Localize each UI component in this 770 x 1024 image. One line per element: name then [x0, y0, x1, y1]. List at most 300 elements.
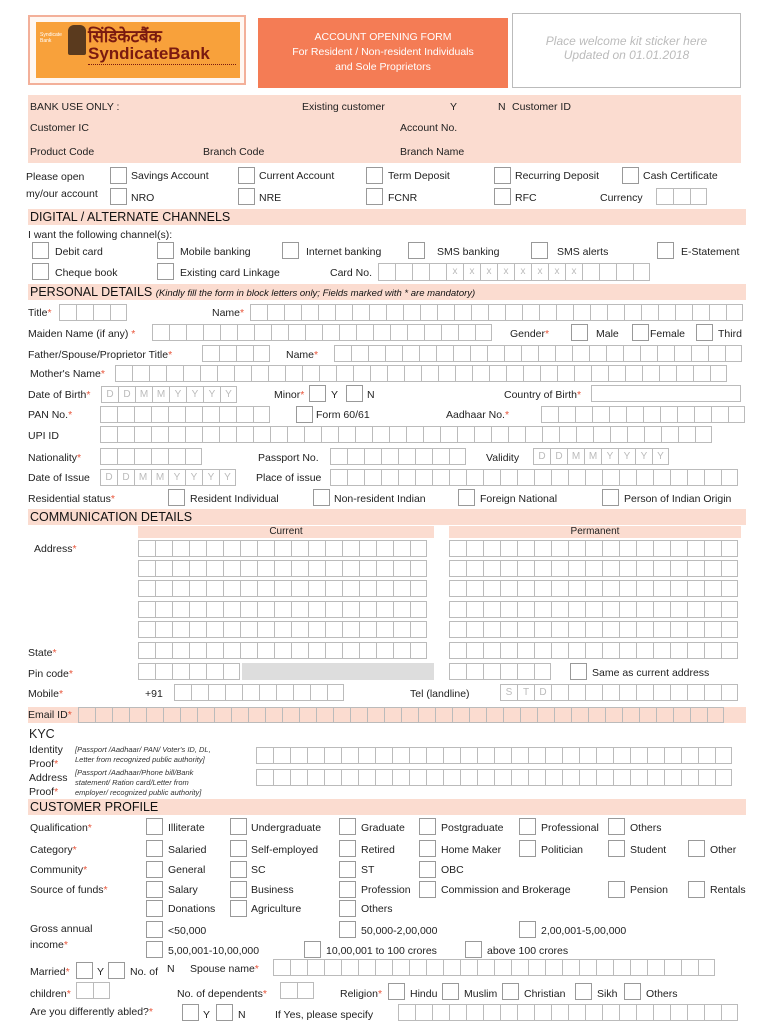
- permanent-address-line-1[interactable]: [449, 540, 738, 557]
- char-box[interactable]: [393, 601, 410, 618]
- income-6-checkbox[interactable]: [465, 941, 482, 958]
- char-box[interactable]: [259, 684, 276, 701]
- maiden-field[interactable]: [152, 324, 492, 341]
- char-box[interactable]: [602, 601, 619, 618]
- profession-checkbox[interactable]: [339, 881, 356, 898]
- char-box[interactable]: [698, 747, 715, 764]
- char-box[interactable]: [421, 365, 438, 382]
- char-box[interactable]: [675, 304, 692, 321]
- char-box[interactable]: [381, 448, 398, 465]
- char-box[interactable]: [653, 1004, 670, 1021]
- char-box[interactable]: [636, 469, 653, 486]
- char-box[interactable]: [540, 365, 557, 382]
- char-box[interactable]: [626, 406, 643, 423]
- char-box[interactable]: [325, 560, 342, 577]
- char-box[interactable]: [474, 426, 491, 443]
- char-box[interactable]: [191, 684, 208, 701]
- char-box[interactable]: [469, 707, 486, 723]
- char-box[interactable]: [664, 747, 681, 764]
- abled-y-checkbox[interactable]: [182, 1004, 199, 1021]
- char-box[interactable]: [585, 601, 602, 618]
- char-box[interactable]: [302, 365, 319, 382]
- char-box[interactable]: [619, 560, 636, 577]
- char-box[interactable]: [359, 601, 376, 618]
- date-box[interactable]: M: [135, 386, 152, 403]
- char-box[interactable]: [270, 426, 287, 443]
- current-pin-field[interactable]: [138, 663, 240, 680]
- char-box[interactable]: [602, 580, 619, 597]
- char-box[interactable]: [432, 1004, 449, 1021]
- char-box[interactable]: [410, 580, 427, 597]
- char-box[interactable]: [575, 406, 592, 423]
- char-box[interactable]: [449, 621, 466, 638]
- char-box[interactable]: [180, 707, 197, 723]
- date-box[interactable]: M: [151, 469, 168, 486]
- char-box[interactable]: [138, 560, 155, 577]
- char-box[interactable]: [234, 365, 251, 382]
- char-box[interactable]: [542, 426, 559, 443]
- char-box[interactable]: [347, 469, 364, 486]
- muslim-checkbox[interactable]: [442, 983, 459, 1000]
- char-box[interactable]: [367, 707, 384, 723]
- char-box[interactable]: [330, 448, 347, 465]
- nri-checkbox[interactable]: [313, 489, 330, 506]
- char-box[interactable]: [511, 769, 528, 786]
- char-box[interactable]: [494, 959, 511, 976]
- char-box[interactable]: [305, 324, 322, 341]
- mobile-banking-checkbox[interactable]: [157, 242, 174, 259]
- char-box[interactable]: [477, 747, 494, 764]
- char-box[interactable]: [341, 747, 358, 764]
- char-box[interactable]: [721, 1004, 738, 1021]
- char-box[interactable]: [375, 959, 392, 976]
- char-box[interactable]: [393, 580, 410, 597]
- char-box[interactable]: [291, 560, 308, 577]
- char-box[interactable]: [339, 324, 356, 341]
- char-box[interactable]: [607, 304, 624, 321]
- date-box[interactable]: Y: [635, 448, 652, 465]
- char-box[interactable]: [282, 707, 299, 723]
- char-box[interactable]: [452, 707, 469, 723]
- char-box[interactable]: [534, 560, 551, 577]
- char-box[interactable]: [273, 747, 290, 764]
- char-box[interactable]: [324, 959, 341, 976]
- card-digit-box[interactable]: x: [548, 263, 565, 281]
- same-address-checkbox[interactable]: [570, 663, 587, 680]
- char-box[interactable]: [585, 642, 602, 659]
- agriculture-checkbox[interactable]: [230, 900, 247, 917]
- char-box[interactable]: [324, 747, 341, 764]
- char-box[interactable]: [276, 684, 293, 701]
- commission-checkbox[interactable]: [419, 881, 436, 898]
- char-box[interactable]: [704, 642, 721, 659]
- abled-n-checkbox[interactable]: [216, 1004, 233, 1021]
- student-checkbox[interactable]: [608, 840, 625, 857]
- char-box[interactable]: [409, 959, 426, 976]
- char-box[interactable]: [557, 365, 574, 382]
- char-box[interactable]: [112, 707, 129, 723]
- char-box[interactable]: [602, 540, 619, 557]
- tel-digit-box[interactable]: [636, 684, 653, 701]
- char-box[interactable]: [336, 365, 353, 382]
- char-box[interactable]: [231, 707, 248, 723]
- politician-checkbox[interactable]: [519, 840, 536, 857]
- rentals-checkbox[interactable]: [688, 881, 705, 898]
- char-box[interactable]: [511, 747, 528, 764]
- card-no-field[interactable]: [378, 263, 650, 281]
- char-box[interactable]: [449, 1004, 466, 1021]
- char-box[interactable]: [410, 540, 427, 557]
- char-box[interactable]: [449, 469, 466, 486]
- char-box[interactable]: [174, 684, 191, 701]
- char-box[interactable]: [393, 621, 410, 638]
- char-box[interactable]: [418, 707, 435, 723]
- char-box[interactable]: [308, 642, 325, 659]
- char-box[interactable]: [721, 560, 738, 577]
- char-box[interactable]: [95, 707, 112, 723]
- char-box[interactable]: [138, 580, 155, 597]
- char-box[interactable]: [237, 324, 254, 341]
- professional-checkbox[interactable]: [519, 818, 536, 835]
- char-box[interactable]: [257, 560, 274, 577]
- card-digit-box[interactable]: x: [565, 263, 582, 281]
- char-box[interactable]: [656, 707, 673, 723]
- char-box[interactable]: [483, 601, 500, 618]
- female-checkbox[interactable]: [632, 324, 649, 341]
- char-box[interactable]: [454, 304, 471, 321]
- char-box[interactable]: [342, 601, 359, 618]
- char-box[interactable]: [704, 601, 721, 618]
- aadhaar-field[interactable]: [541, 406, 745, 423]
- char-box[interactable]: [483, 540, 500, 557]
- char-box[interactable]: [525, 426, 542, 443]
- char-box[interactable]: [721, 580, 738, 597]
- char-box[interactable]: [410, 560, 427, 577]
- char-box[interactable]: [155, 540, 172, 557]
- char-box[interactable]: [254, 324, 271, 341]
- third-gender-checkbox[interactable]: [696, 324, 713, 341]
- hindu-checkbox[interactable]: [388, 983, 405, 1000]
- char-box[interactable]: [335, 304, 352, 321]
- char-box[interactable]: [636, 560, 653, 577]
- char-box[interactable]: [189, 663, 206, 680]
- char-box[interactable]: [647, 747, 664, 764]
- char-box[interactable]: [308, 540, 325, 557]
- char-box[interactable]: [522, 304, 539, 321]
- char-box[interactable]: [308, 560, 325, 577]
- char-box[interactable]: [551, 642, 568, 659]
- char-box[interactable]: [622, 707, 639, 723]
- char-box[interactable]: [342, 560, 359, 577]
- char-box[interactable]: [250, 304, 267, 321]
- char-box[interactable]: [579, 769, 596, 786]
- char-box[interactable]: [256, 769, 273, 786]
- char-box[interactable]: [342, 540, 359, 557]
- char-box[interactable]: [664, 769, 681, 786]
- char-box[interactable]: [381, 469, 398, 486]
- current-address-line-4[interactable]: [138, 601, 427, 618]
- char-box[interactable]: [644, 426, 661, 443]
- char-box[interactable]: [117, 426, 134, 443]
- char-box[interactable]: [687, 560, 704, 577]
- char-box[interactable]: [585, 560, 602, 577]
- char-box[interactable]: [375, 769, 392, 786]
- father-name-field[interactable]: [334, 345, 742, 362]
- char-box[interactable]: [290, 959, 307, 976]
- char-box[interactable]: [681, 769, 698, 786]
- char-box[interactable]: [715, 769, 732, 786]
- date-box[interactable]: Y: [601, 448, 618, 465]
- st-checkbox[interactable]: [339, 861, 356, 878]
- card-digit-box[interactable]: [395, 263, 412, 281]
- char-box[interactable]: [223, 663, 240, 680]
- income-4-checkbox[interactable]: [146, 941, 163, 958]
- recurring-checkbox[interactable]: [494, 167, 511, 184]
- date-box[interactable]: Y: [169, 386, 186, 403]
- char-box[interactable]: [392, 769, 409, 786]
- char-box[interactable]: [534, 469, 551, 486]
- char-box[interactable]: [704, 540, 721, 557]
- char-box[interactable]: [585, 621, 602, 638]
- date-box[interactable]: D: [117, 469, 134, 486]
- char-box[interactable]: [483, 1004, 500, 1021]
- char-box[interactable]: [653, 540, 670, 557]
- char-box[interactable]: [477, 959, 494, 976]
- char-box[interactable]: [376, 621, 393, 638]
- char-box[interactable]: [253, 426, 270, 443]
- char-box[interactable]: [673, 707, 690, 723]
- char-box[interactable]: [562, 747, 579, 764]
- form60-checkbox[interactable]: [296, 406, 313, 423]
- doi-field[interactable]: [100, 469, 236, 486]
- char-box[interactable]: [602, 642, 619, 659]
- char-box[interactable]: [368, 345, 385, 362]
- char-box[interactable]: [202, 426, 219, 443]
- char-box[interactable]: [443, 769, 460, 786]
- char-box[interactable]: [500, 580, 517, 597]
- char-box[interactable]: [352, 304, 369, 321]
- char-box[interactable]: [642, 365, 659, 382]
- char-box[interactable]: [539, 304, 556, 321]
- char-box[interactable]: [206, 601, 223, 618]
- married-n-checkbox[interactable]: [108, 962, 125, 979]
- salary-checkbox[interactable]: [146, 881, 163, 898]
- char-box[interactable]: [534, 601, 551, 618]
- char-box[interactable]: [500, 663, 517, 680]
- char-box[interactable]: [602, 621, 619, 638]
- char-box[interactable]: [155, 663, 172, 680]
- char-box[interactable]: [415, 448, 432, 465]
- char-box[interactable]: [359, 560, 376, 577]
- char-box[interactable]: [155, 601, 172, 618]
- current-address-line-1[interactable]: [138, 540, 427, 557]
- char-box[interactable]: [291, 540, 308, 557]
- char-box[interactable]: [223, 540, 240, 557]
- funds-others-checkbox[interactable]: [339, 900, 356, 917]
- char-box[interactable]: [449, 642, 466, 659]
- permanent-address-line-5[interactable]: [449, 621, 738, 638]
- char-box[interactable]: [189, 580, 206, 597]
- char-box[interactable]: [316, 707, 333, 723]
- char-box[interactable]: [267, 304, 284, 321]
- char-box[interactable]: [240, 580, 257, 597]
- char-box[interactable]: [494, 747, 511, 764]
- char-box[interactable]: [172, 601, 189, 618]
- char-box[interactable]: [307, 959, 324, 976]
- char-box[interactable]: [189, 560, 206, 577]
- religion-others-checkbox[interactable]: [624, 983, 641, 1000]
- char-box[interactable]: [647, 959, 664, 976]
- current-address-line-5[interactable]: [138, 621, 427, 638]
- char-box[interactable]: [538, 345, 555, 362]
- char-box[interactable]: [253, 406, 270, 423]
- char-box[interactable]: [449, 560, 466, 577]
- char-box[interactable]: [460, 769, 477, 786]
- char-box[interactable]: [185, 406, 202, 423]
- card-digit-box[interactable]: x: [497, 263, 514, 281]
- char-box[interactable]: [517, 540, 534, 557]
- char-box[interactable]: [206, 621, 223, 638]
- char-box[interactable]: [117, 448, 134, 465]
- char-box[interactable]: [285, 365, 302, 382]
- char-box[interactable]: [359, 621, 376, 638]
- char-box[interactable]: [274, 560, 291, 577]
- char-box[interactable]: [155, 580, 172, 597]
- card-digit-box[interactable]: [616, 263, 633, 281]
- char-box[interactable]: [653, 560, 670, 577]
- char-box[interactable]: [398, 469, 415, 486]
- char-box[interactable]: [605, 707, 622, 723]
- identity-field[interactable]: [256, 747, 732, 764]
- card-digit-box[interactable]: x: [480, 263, 497, 281]
- char-box[interactable]: [687, 642, 704, 659]
- char-box[interactable]: [223, 580, 240, 597]
- char-box[interactable]: [460, 747, 477, 764]
- char-box[interactable]: [138, 601, 155, 618]
- passport-field[interactable]: [330, 448, 466, 465]
- char-box[interactable]: [466, 469, 483, 486]
- char-box[interactable]: [432, 469, 449, 486]
- char-box[interactable]: [301, 304, 318, 321]
- char-box[interactable]: [217, 365, 234, 382]
- char-box[interactable]: [358, 959, 375, 976]
- char-box[interactable]: [376, 540, 393, 557]
- nre-checkbox[interactable]: [238, 188, 255, 205]
- char-box[interactable]: [653, 469, 670, 486]
- char-box[interactable]: [376, 601, 393, 618]
- char-box[interactable]: [307, 747, 324, 764]
- char-box[interactable]: [138, 540, 155, 557]
- char-box[interactable]: [640, 345, 657, 362]
- tel-digit-box[interactable]: [551, 684, 568, 701]
- char-box[interactable]: [138, 642, 155, 659]
- char-box[interactable]: [517, 621, 534, 638]
- date-box[interactable]: Y: [203, 386, 220, 403]
- nationality-field[interactable]: [100, 448, 202, 465]
- char-box[interactable]: [197, 707, 214, 723]
- date-box[interactable]: Y: [168, 469, 185, 486]
- char-box[interactable]: [551, 621, 568, 638]
- char-box[interactable]: [559, 426, 576, 443]
- validity-field[interactable]: [533, 448, 669, 465]
- char-box[interactable]: [185, 426, 202, 443]
- char-box[interactable]: [596, 769, 613, 786]
- char-box[interactable]: [579, 747, 596, 764]
- char-box[interactable]: [288, 324, 305, 341]
- dob-field[interactable]: [101, 386, 237, 403]
- char-box[interactable]: [508, 426, 525, 443]
- char-box[interactable]: [619, 642, 636, 659]
- char-box[interactable]: [257, 580, 274, 597]
- char-box[interactable]: [401, 707, 418, 723]
- char-box[interactable]: [415, 1004, 432, 1021]
- char-box[interactable]: [274, 540, 291, 557]
- char-box[interactable]: [274, 601, 291, 618]
- char-box[interactable]: [500, 560, 517, 577]
- card-digit-box[interactable]: x: [514, 263, 531, 281]
- tel-digit-box[interactable]: [653, 684, 670, 701]
- char-box[interactable]: [691, 345, 708, 362]
- char-box[interactable]: [437, 304, 454, 321]
- card-linkage-checkbox[interactable]: [157, 263, 174, 280]
- char-box[interactable]: [692, 304, 709, 321]
- char-box[interactable]: [551, 540, 568, 557]
- char-box[interactable]: [236, 406, 253, 423]
- income-3-checkbox[interactable]: [519, 921, 536, 938]
- date-box[interactable]: Y: [202, 469, 219, 486]
- char-box[interactable]: [419, 345, 436, 362]
- pio-checkbox[interactable]: [602, 489, 619, 506]
- char-box[interactable]: [398, 448, 415, 465]
- char-box[interactable]: [100, 448, 117, 465]
- email-field[interactable]: [78, 707, 724, 723]
- char-box[interactable]: [593, 426, 610, 443]
- char-box[interactable]: [619, 601, 636, 618]
- char-box[interactable]: [726, 304, 743, 321]
- char-box[interactable]: [619, 469, 636, 486]
- date-box[interactable]: Y: [219, 469, 236, 486]
- poi-field[interactable]: [330, 469, 738, 486]
- char-box[interactable]: [410, 642, 427, 659]
- char-box[interactable]: [487, 345, 504, 362]
- e-statement-checkbox[interactable]: [657, 242, 674, 259]
- char-box[interactable]: [660, 406, 677, 423]
- char-box[interactable]: [630, 769, 647, 786]
- char-box[interactable]: [562, 769, 579, 786]
- char-box[interactable]: [223, 601, 240, 618]
- char-box[interactable]: [310, 684, 327, 701]
- char-box[interactable]: [721, 642, 738, 659]
- char-box[interactable]: [409, 747, 426, 764]
- char-box[interactable]: [185, 448, 202, 465]
- char-box[interactable]: [334, 345, 351, 362]
- char-box[interactable]: [687, 469, 704, 486]
- char-box[interactable]: [636, 1004, 653, 1021]
- debit-card-checkbox[interactable]: [32, 242, 49, 259]
- tel-digit-box[interactable]: [670, 684, 687, 701]
- permanent-address-line-4[interactable]: [449, 601, 738, 618]
- char-box[interactable]: [291, 621, 308, 638]
- char-box[interactable]: [503, 707, 520, 723]
- char-box[interactable]: [568, 601, 585, 618]
- char-box[interactable]: [523, 365, 540, 382]
- char-box[interactable]: [528, 769, 545, 786]
- char-box[interactable]: [257, 642, 274, 659]
- char-box[interactable]: [341, 959, 358, 976]
- char-box[interactable]: [358, 769, 375, 786]
- char-box[interactable]: [568, 540, 585, 557]
- donations-checkbox[interactable]: [146, 900, 163, 917]
